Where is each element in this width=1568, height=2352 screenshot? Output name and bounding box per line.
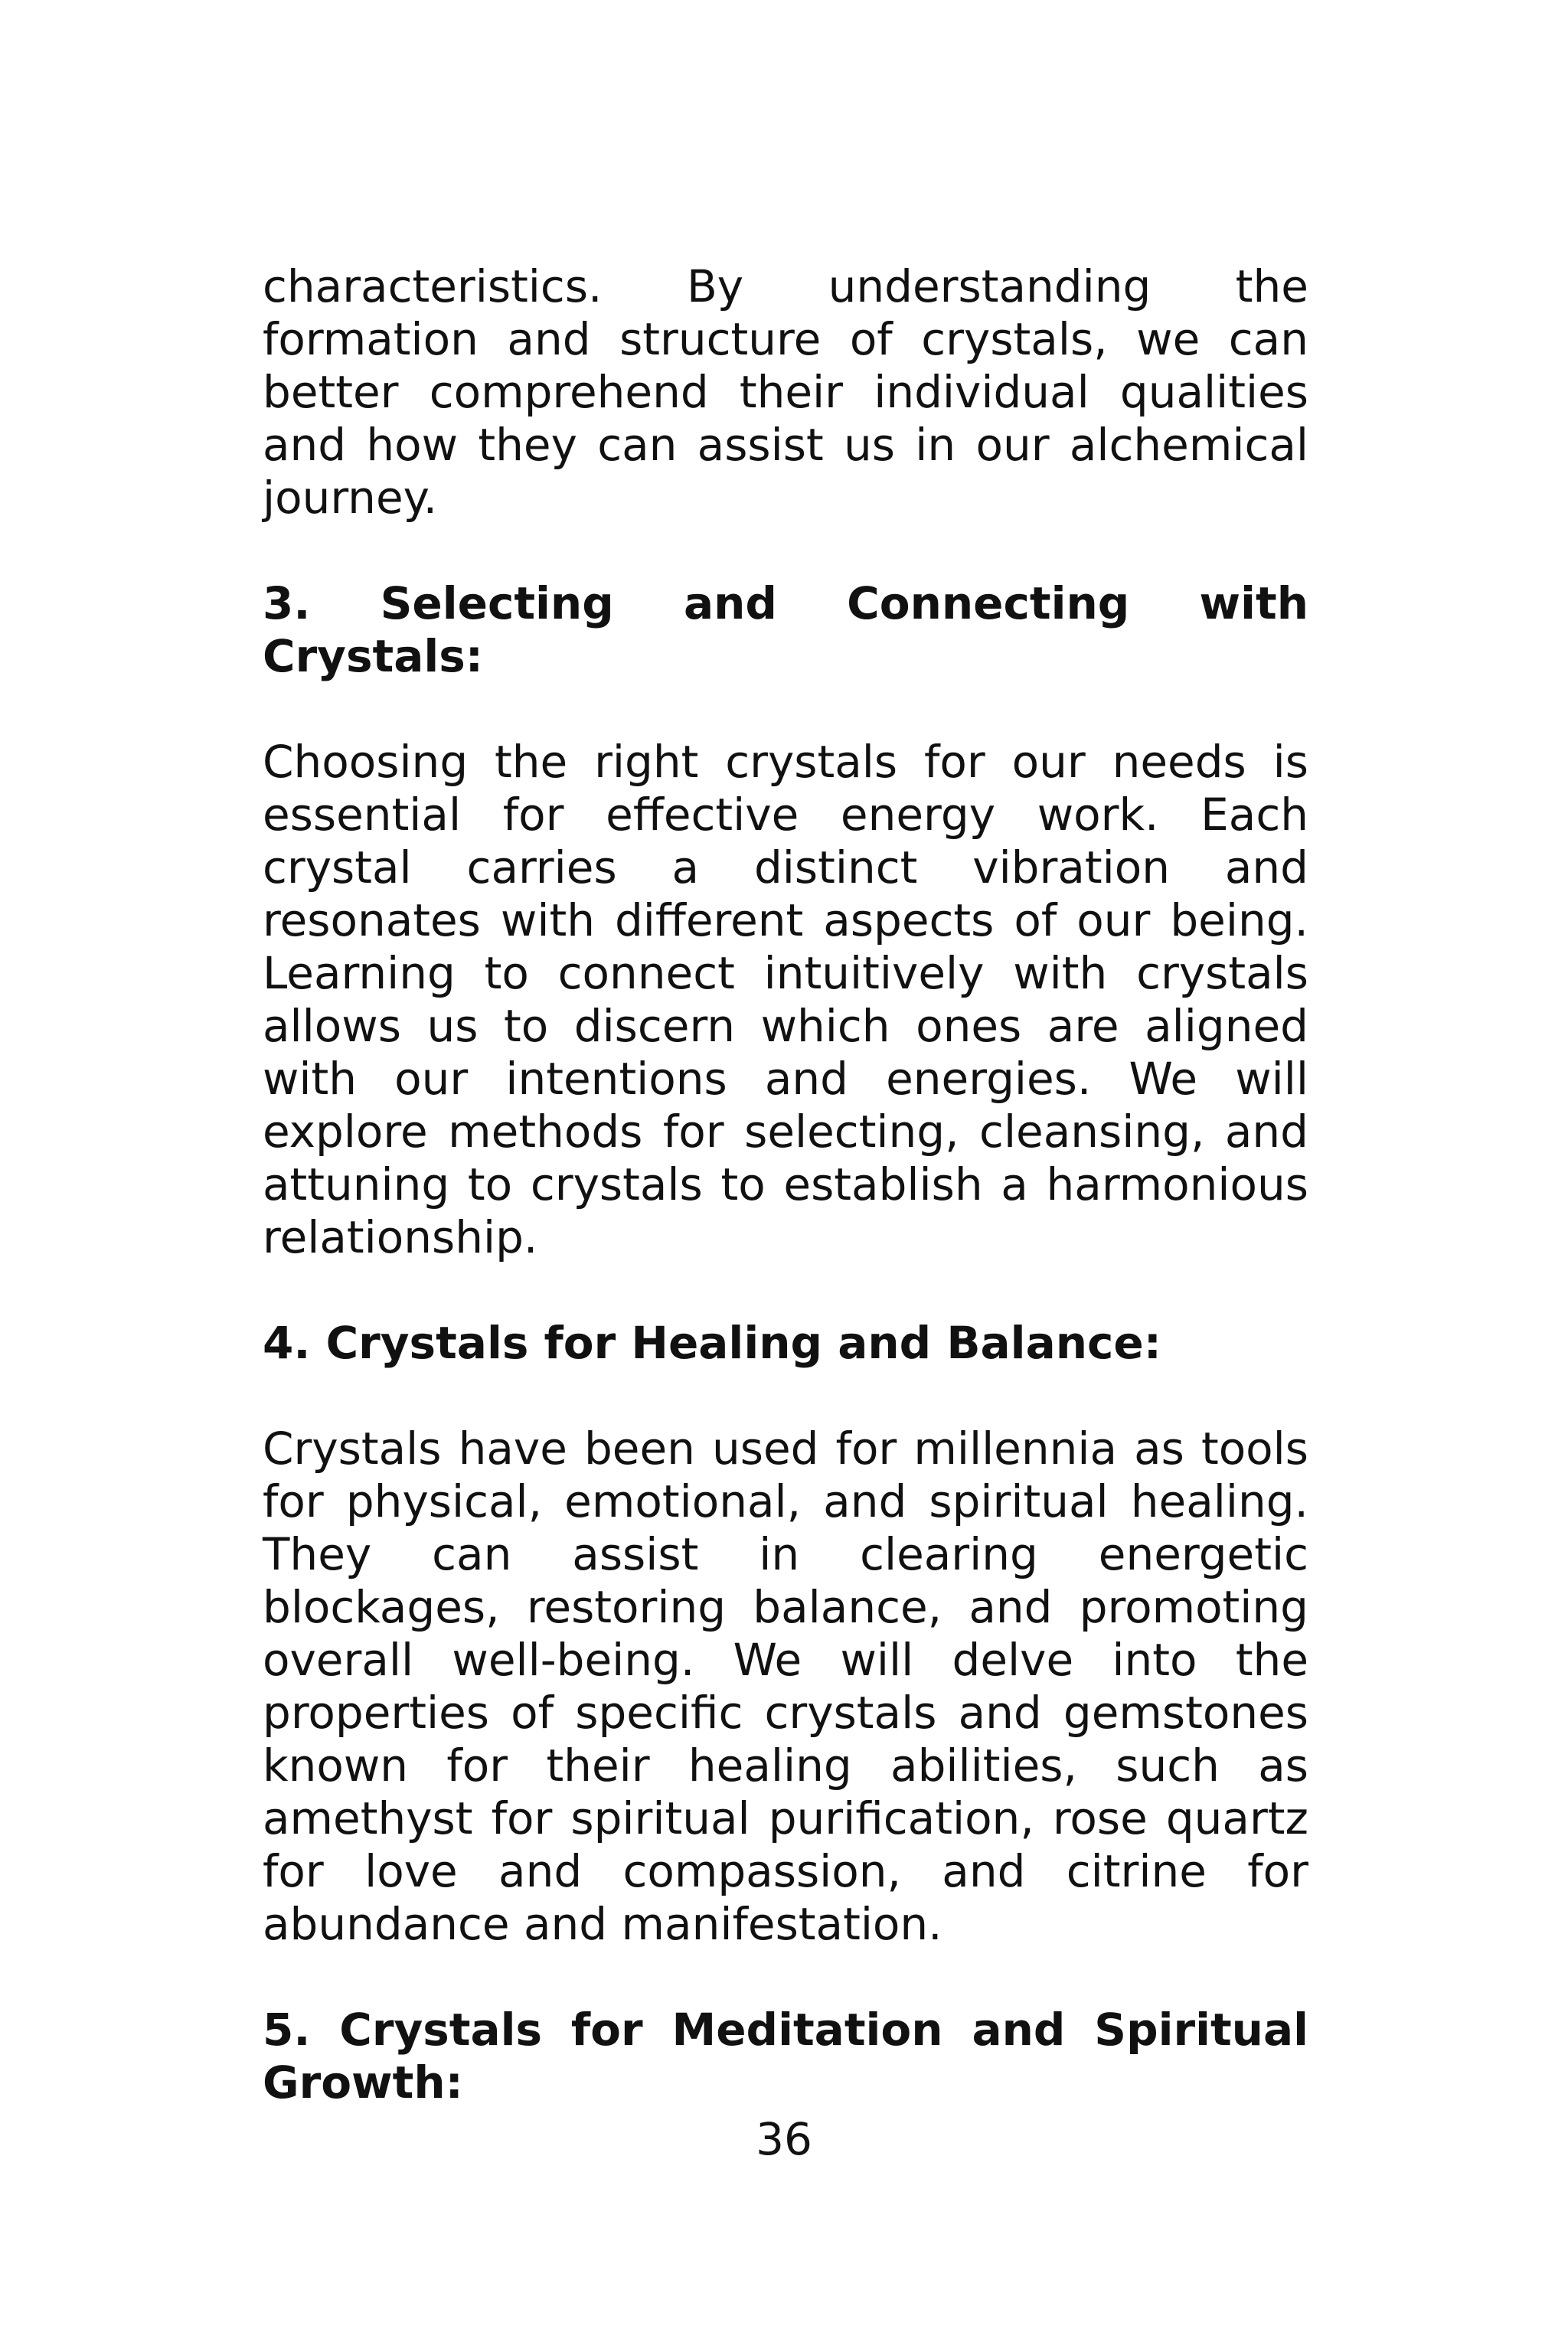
section-heading-healing-balance: 4. Crystals for Healing and Balance:: [263, 1317, 1161, 1369]
page-number: 36: [756, 2113, 812, 2165]
section-body-healing-balance: Crystals have been used for millennia as tools for physical, emotional, and spiritual healing. They can assist in clearing energetic blockages, restoring balance, and promoting overall well-being. We will delve into the properties of specific crystals and gemstones known for their healing abilities, such as amethyst for spiritual purification, rose quartz for love and compassion, and citrine for abundance and manifestation.: [263, 1423, 1308, 1950]
section-heading-meditation-growth: 5. Crystals for Meditation and Spiritual Growth:: [263, 2004, 1308, 2109]
spacer: [263, 1951, 1308, 2004]
spacer: [263, 524, 1308, 577]
section-heading-selecting-connecting: 3. Selecting and Connecting with Crystals:: [263, 577, 1308, 682]
spacer: [263, 683, 1308, 736]
intro-paragraph: characteristics. By understanding the formation and structure of crystals, we can better comprehend their individual qualities and how they can assist us in our alchemical journey.: [263, 260, 1308, 524]
spacer: [263, 1264, 1308, 1317]
section-body-selecting-connecting: Choosing the right crystals for our needs is essential for effective energy work. Each crystal carries a distinct vibration and resonates with different aspects of our being. Learning to connect intuitively with crystals allows us to discern which ones are aligned with our intentions and energies. We will explore methods for selecting, cleansing, and attuning to crystals to establish a harmonious relationship.: [263, 736, 1308, 1263]
spacer: [263, 1370, 1308, 1423]
page-content: [263, 260, 1308, 2109]
